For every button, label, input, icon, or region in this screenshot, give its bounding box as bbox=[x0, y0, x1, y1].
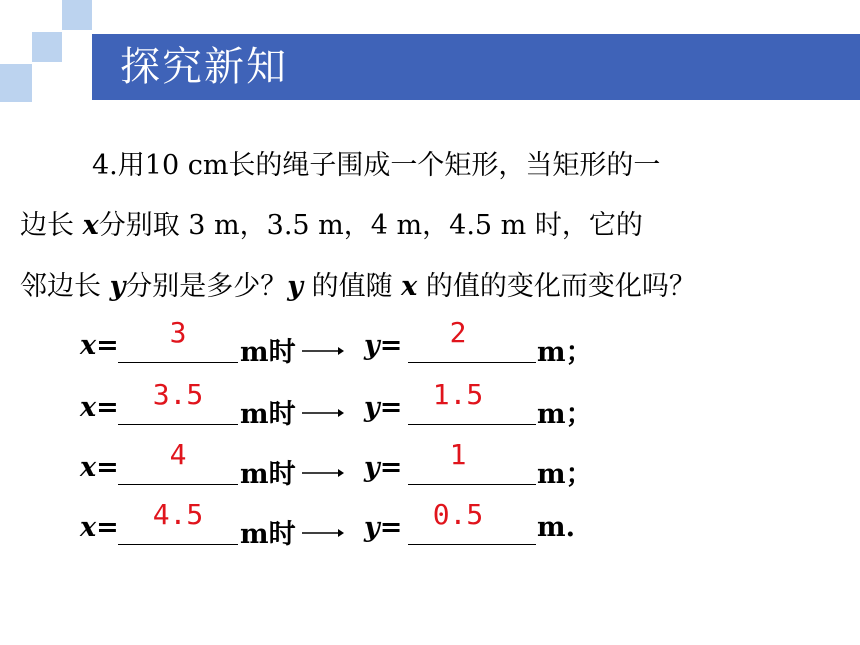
x-equals-label: x= bbox=[80, 392, 119, 423]
unit-time-label: m时 bbox=[240, 459, 296, 490]
arrow-right-icon bbox=[302, 527, 344, 539]
unit-end-label: m. bbox=[537, 512, 575, 543]
problem-text: 边长 bbox=[20, 210, 83, 241]
problem-text: 的值的变化而变化吗？ bbox=[417, 271, 696, 302]
unit-end-label: m； bbox=[537, 337, 593, 368]
x-equals-label: x= bbox=[80, 330, 119, 361]
unit-end-label: m； bbox=[537, 399, 593, 430]
answer-row bbox=[0, 318, 860, 378]
x-equals-label: x= bbox=[80, 512, 119, 543]
y-equals-label: y= bbox=[364, 330, 403, 361]
x-answer: 3 bbox=[169, 316, 187, 349]
y-answer: 1.5 bbox=[432, 378, 484, 411]
y-equals-label: y= bbox=[364, 452, 403, 483]
variable-x: x bbox=[401, 271, 418, 302]
y-answer: 1 bbox=[449, 438, 467, 471]
problem-line-3 bbox=[20, 264, 696, 303]
y-equals-label: y= bbox=[364, 512, 403, 543]
problem-text: 邻边长 bbox=[20, 271, 110, 302]
arrow-right-icon bbox=[302, 467, 344, 479]
unit-time-label: m时 bbox=[240, 399, 296, 430]
decorative-square bbox=[0, 64, 32, 102]
problem-text: 分别是多少？ bbox=[125, 271, 288, 302]
decorative-square bbox=[32, 32, 62, 62]
unit-time-label: m时 bbox=[240, 337, 296, 368]
problem-text: 分别取 3 m，3.5 m，4 m，4.5 m 时，它的 bbox=[98, 210, 643, 241]
x-answer: 4 bbox=[169, 438, 187, 471]
problem-text: 的值随 bbox=[303, 271, 402, 302]
problem-text: 4.用10 cm长的绳子围成一个矩形，当矩形的一 bbox=[92, 150, 661, 181]
arrow-right-icon bbox=[302, 407, 344, 419]
x-answer: 3.5 bbox=[152, 378, 204, 411]
problem-line-1 bbox=[92, 143, 660, 182]
variable-x: x bbox=[82, 210, 99, 241]
y-answer: 2 bbox=[449, 316, 467, 349]
variable-y: y bbox=[287, 271, 303, 302]
y-equals-label: y= bbox=[364, 392, 403, 423]
slide-title: 探究新知 bbox=[120, 44, 288, 90]
y-answer: 0.5 bbox=[432, 498, 484, 531]
answer-row bbox=[0, 380, 860, 440]
answer-row bbox=[0, 500, 860, 560]
x-answer: 4.5 bbox=[152, 498, 204, 531]
unit-end-label: m； bbox=[537, 459, 593, 490]
problem-line-2 bbox=[20, 203, 643, 242]
x-equals-label: x= bbox=[80, 452, 119, 483]
arrow-right-icon bbox=[302, 345, 344, 357]
variable-y: y bbox=[109, 271, 126, 302]
decorative-square bbox=[62, 0, 92, 30]
unit-time-label: m时 bbox=[240, 519, 296, 550]
answer-row bbox=[0, 440, 860, 500]
